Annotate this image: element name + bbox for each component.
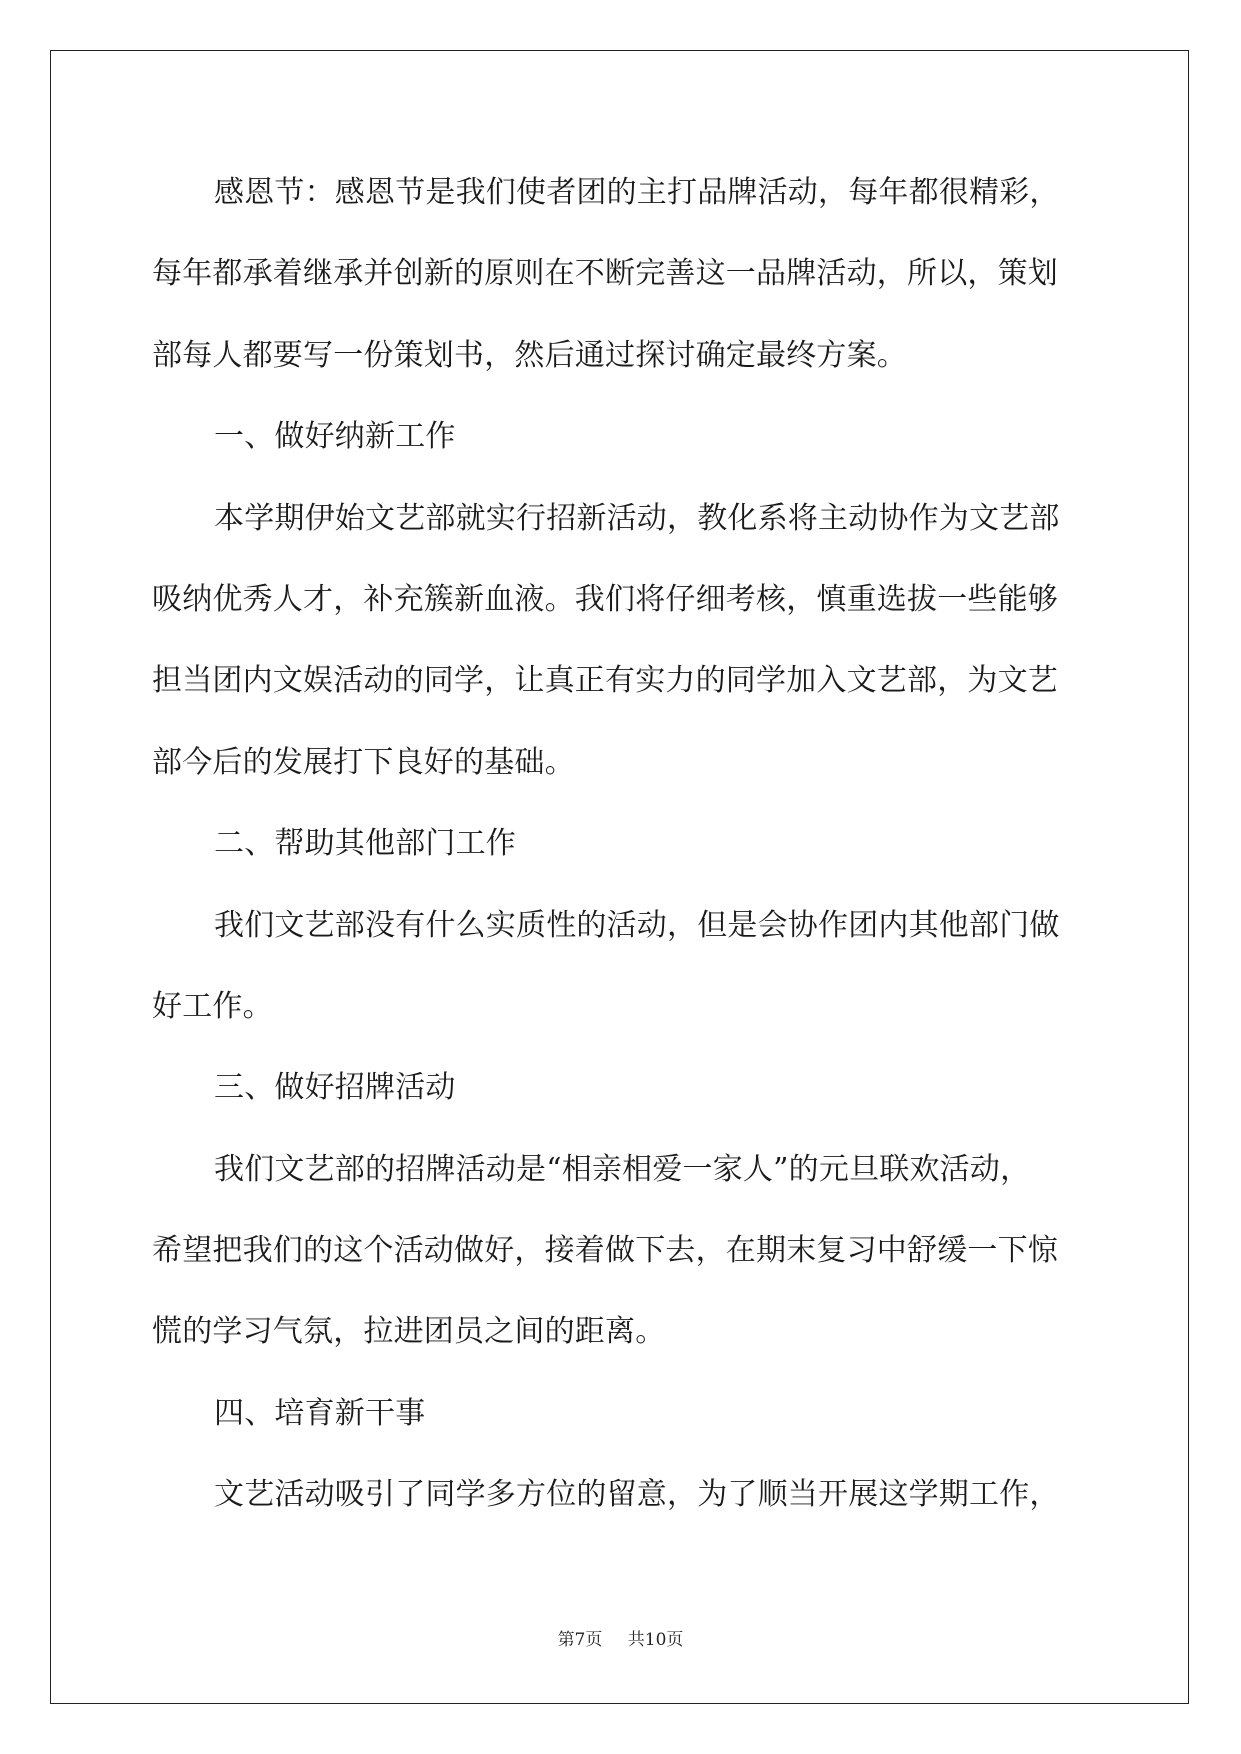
paragraph-new-staff — [152, 1454, 1102, 1535]
heading-line: 二、帮助其他部门工作 — [214, 826, 516, 862]
text-line: 好工作。 — [152, 988, 273, 1024]
text-line: 我们文艺部的招牌活动是“相亲相爱一家人”的元旦联欢活动， — [214, 1151, 1031, 1187]
text-line: 本学期伊始文艺部就实行招新活动，教化系将主动协作为文艺部 — [214, 500, 1060, 536]
text-line: 每年都承着继承并创新的原则在不断完善这一品牌活动，所以，策划 — [152, 256, 1058, 292]
text-line: 希望把我们的这个活动做好，接着做下去，在期末复习中舒缓一下惊 — [152, 1233, 1058, 1269]
text-line: 担当团内文娱活动的同学，让真正有实力的同学加入文艺部，为文艺 — [152, 663, 1058, 699]
section-heading-1 — [152, 396, 1102, 477]
section-heading-2 — [152, 803, 1102, 884]
heading-line: 三、做好招牌活动 — [214, 1070, 456, 1106]
paragraph-assist-departments — [152, 885, 1102, 1048]
heading-line: 四、培育新干事 — [214, 1395, 426, 1431]
text-line: 感恩节：感恩节是我们使者团的主打品牌活动，每年都很精彩， — [214, 175, 1060, 210]
text-line: 部每人都要写一份策划书，然后通过探讨确定最终方案。 — [152, 337, 907, 373]
current-page-label: 第7页 — [557, 1630, 603, 1650]
page-footer — [0, 1626, 1241, 1654]
paragraph-signature-activity — [152, 1129, 1102, 1373]
text-line: 我们文艺部没有什么实质性的活动，但是会协作团内其他部门做 — [214, 907, 1060, 943]
text-line: 吸纳优秀人才，补充簇新血液。我们将仔细考核，慎重选拔一些能够 — [152, 581, 1058, 617]
total-pages-label: 共10页 — [627, 1630, 684, 1650]
section-heading-4 — [152, 1373, 1102, 1454]
heading-line: 一、做好纳新工作 — [214, 419, 456, 455]
paragraph-recruitment — [152, 478, 1102, 804]
document-body — [152, 152, 1102, 1536]
text-line: 部今后的发展打下良好的基础。 — [152, 744, 575, 780]
text-line: 慌的学习气氛，拉进团员之间的距离。 — [152, 1314, 666, 1350]
section-heading-3 — [152, 1047, 1102, 1128]
paragraph-thanksgiving — [152, 152, 1102, 396]
text-line: 文艺活动吸引了同学多方位的留意，为了顺当开展这学期工作， — [214, 1477, 1060, 1513]
